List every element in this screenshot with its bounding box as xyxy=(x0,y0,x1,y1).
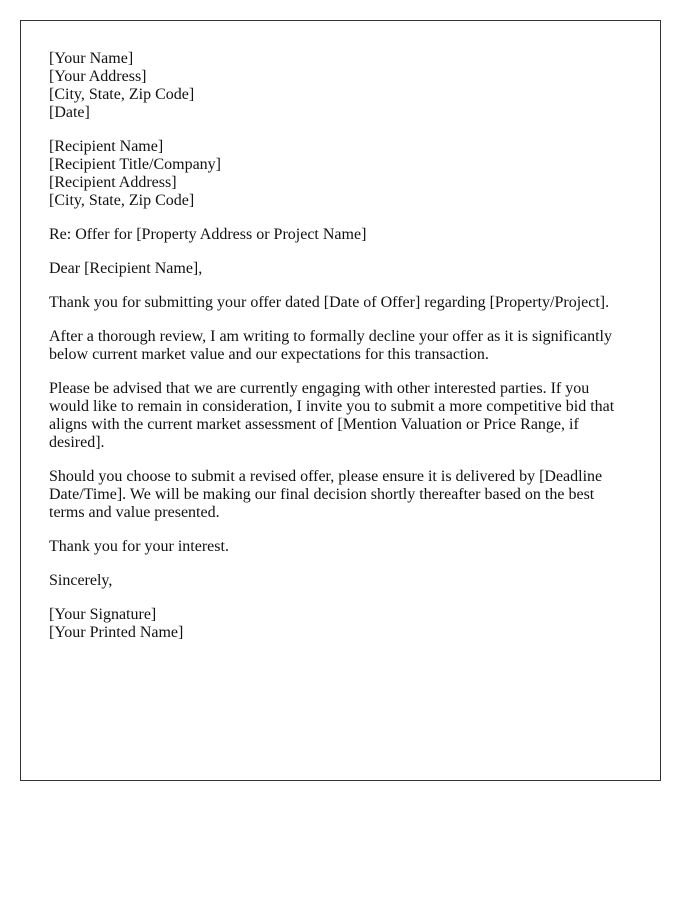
recipient-address: [Recipient Address] xyxy=(49,174,177,191)
salutation: Dear [Recipient Name], xyxy=(49,260,203,277)
body-line: Please be advised that we are currently engaging with other interested parties. If you xyxy=(49,380,590,397)
letter-date: [Date] xyxy=(49,104,90,121)
recipient-name: [Recipient Name] xyxy=(49,138,164,155)
body-line: Thank you for submitting your offer dated [Date of Offer] regarding [Property/Project]. xyxy=(49,294,610,311)
sender-block xyxy=(49,50,639,122)
letter-content xyxy=(49,50,639,658)
body-line: aligns with the current market assessment of [Mention Valuation or Price Range, if xyxy=(49,416,579,433)
recipient-title: [Recipient Title/Company] xyxy=(49,156,221,173)
body-paragraph-1 xyxy=(49,294,639,312)
sender-name: [Your Name] xyxy=(49,50,134,67)
printed-name: [Your Printed Name] xyxy=(49,624,184,641)
body-line: below current market value and our expectations for this transaction. xyxy=(49,346,489,363)
body-paragraph-2 xyxy=(49,328,639,364)
sender-city: [City, State, Zip Code] xyxy=(49,86,195,103)
recipient-city: [City, State, Zip Code] xyxy=(49,192,195,209)
letter-page xyxy=(20,20,661,781)
subject-line: Re: Offer for [Property Address or Project Name] xyxy=(49,226,367,243)
body-line: Date/Time]. We will be making our final decision shortly thereafter based on the best xyxy=(49,486,595,503)
recipient-block xyxy=(49,138,639,210)
body-paragraph-5 xyxy=(49,538,639,556)
body-paragraph-4 xyxy=(49,468,639,522)
signature: [Your Signature] xyxy=(49,606,157,623)
body-line: After a thorough review, I am writing to formally decline your offer as it is significantly xyxy=(49,328,612,345)
closing: Sincerely, xyxy=(49,572,113,589)
body-paragraph-3 xyxy=(49,380,639,452)
body-line: Should you choose to submit a revised offer, please ensure it is delivered by [Deadline xyxy=(49,468,603,485)
body-line: terms and value presented. xyxy=(49,504,220,521)
sender-address: [Your Address] xyxy=(49,68,147,85)
body-line: would like to remain in consideration, I invite you to submit a more competitive bid that xyxy=(49,398,615,415)
body-line: desired]. xyxy=(49,434,105,451)
signature-block xyxy=(49,606,639,642)
body-line: Thank you for your interest. xyxy=(49,538,229,555)
